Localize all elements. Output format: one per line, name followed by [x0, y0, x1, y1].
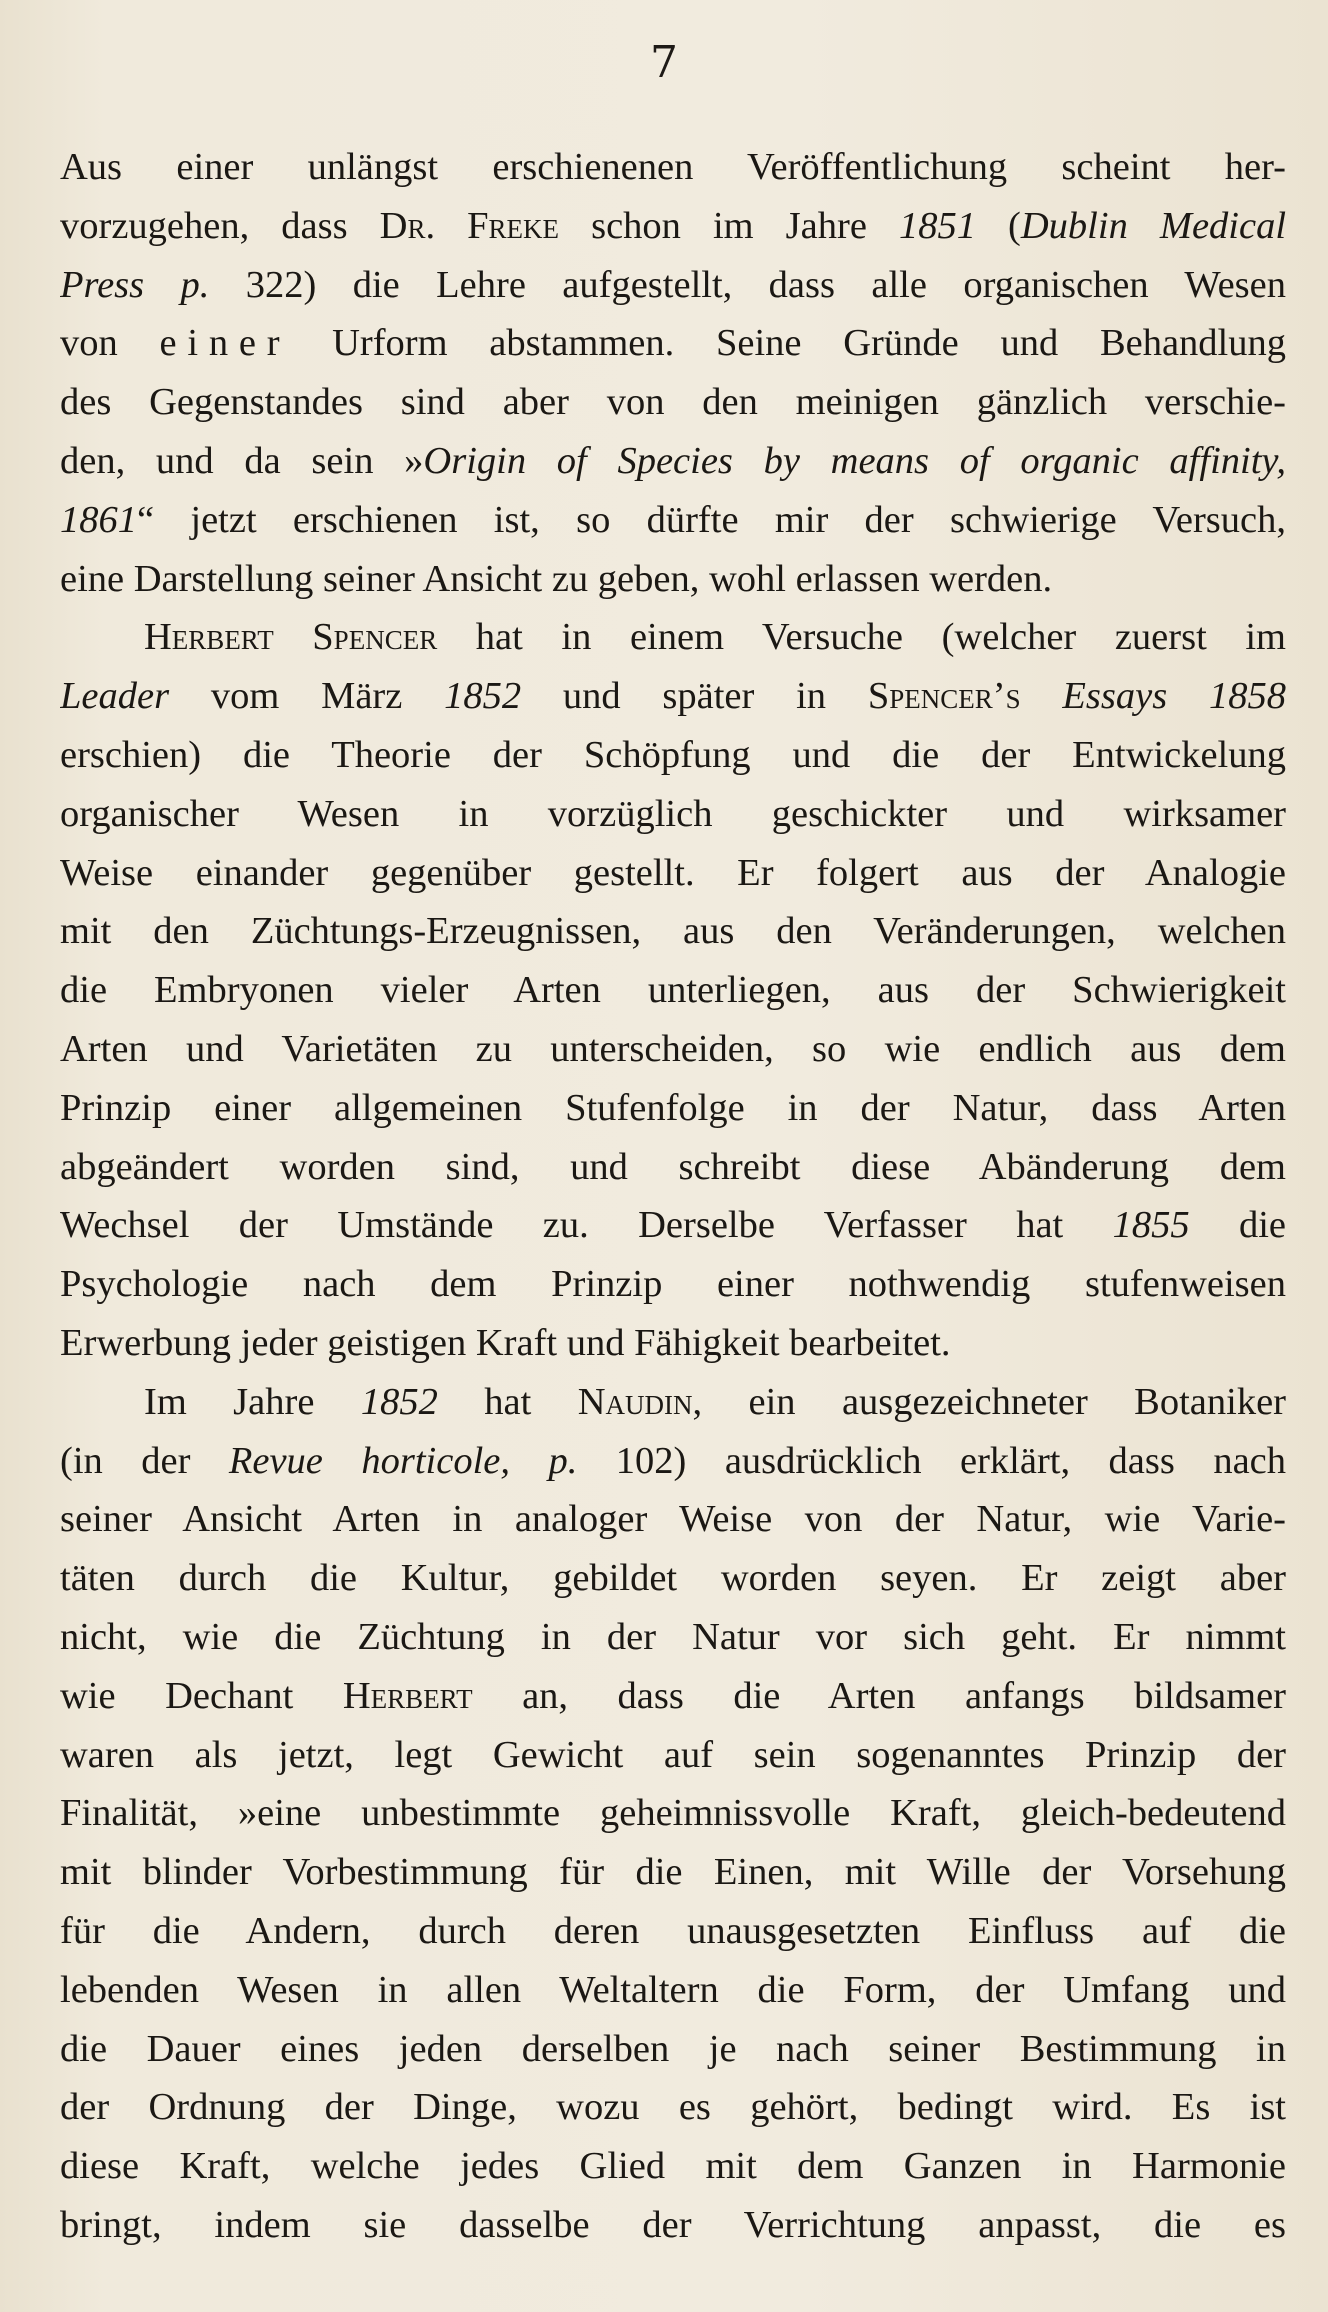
text-line	[60, 667, 1286, 726]
text-line	[60, 1255, 1286, 1314]
text-line	[60, 961, 1286, 1020]
text-segment: Dr. Freke	[379, 204, 560, 247]
text-line	[60, 314, 1286, 373]
text-line	[60, 1608, 1286, 1667]
text-segment: 102) ausdrücklich erklärt, dass nach	[577, 1439, 1286, 1482]
text-segment: Essays 1858	[1062, 675, 1286, 718]
text-segment: “ jetzt erschienen ist, so dürfte mir der schwierige Versuch,	[137, 498, 1286, 541]
text-line	[60, 2196, 1286, 2255]
text-segment: eine Darstellung seiner Ansicht zu geben, wohl erlassen werden.	[60, 557, 1053, 600]
text-segment: und später in	[521, 675, 868, 718]
text-line	[60, 550, 1286, 609]
text-segment: hat in einem Versuche (welcher zuerst im	[437, 616, 1286, 659]
text-segment: Press p.	[60, 263, 210, 306]
text-segment: lebenden Wesen in allen Weltaltern die Form, der Umfang und	[60, 1968, 1286, 2011]
text-segment: Erwerbung jeder geistigen Kraft und Fähigkeit bearbeitet.	[60, 1321, 951, 1364]
text-line	[60, 2020, 1286, 2079]
text-line	[60, 1373, 1286, 1432]
text-line	[60, 432, 1286, 491]
text-line	[60, 1490, 1286, 1549]
text-segment: bringt, indem sie dasselbe der Verrichtung anpasst, die es	[60, 2203, 1286, 2246]
text-line	[60, 1961, 1286, 2020]
text-line	[60, 1726, 1286, 1785]
text-line	[60, 608, 1286, 667]
text-segment: Naudin,	[577, 1380, 703, 1423]
text-segment: Origin of Species by means of organic affinity,	[423, 439, 1286, 482]
text-segment: 1861	[60, 498, 137, 541]
text-line	[60, 138, 1286, 197]
text-segment: diese Kraft, welche jedes Glied mit dem Ganzen in Harmonie	[60, 2145, 1286, 2188]
text-segment: Psychologie nach dem Prinzip einer nothwendig stufenweisen	[60, 1263, 1286, 1306]
text-segment: (	[975, 204, 1021, 247]
text-line	[60, 1549, 1286, 1608]
text-segment: Dublin Medical	[1020, 204, 1286, 247]
text-segment: vorzugehen, dass	[60, 204, 380, 247]
text-segment: Finalität, »eine unbestimmte geheimnissvolle Kraft, gleich-bedeutend	[60, 1792, 1286, 1835]
text-segment: Herbert Spencer	[144, 616, 438, 659]
text-segment: täten durch die Kultur, gebildet worden seyen. Er zeigt aber	[60, 1557, 1286, 1600]
text-segment: des Gegenstandes sind aber von den meinigen gänzlich verschie-	[60, 381, 1286, 424]
text-line	[60, 785, 1286, 844]
text-segment: vom März	[169, 675, 445, 718]
text-segment: seiner Ansicht Arten in analoger Weise von der Natur, wie Varie-	[60, 1498, 1286, 1541]
text-segment: Spencer’s	[867, 675, 1021, 718]
text-line	[60, 2137, 1286, 2196]
text-segment: hat	[437, 1380, 578, 1423]
text-segment: Prinzip einer allgemeinen Stufenfolge in der Natur, dass Arten	[60, 1086, 1286, 1129]
text-segment: die Embryonen vieler Arten unterliegen, aus der Schwierigkeit	[60, 969, 1286, 1012]
text-segment: Arten und Varietäten zu unterscheiden, so wie endlich aus dem	[60, 1027, 1286, 1070]
text-line	[60, 373, 1286, 432]
text-segment: 1852	[444, 675, 522, 718]
text-line	[60, 2078, 1286, 2137]
text-line	[60, 491, 1286, 550]
text-segment: mit blinder Vorbestimmung für die Einen, mit Wille der Vorsehung	[60, 1851, 1286, 1894]
text-line	[60, 1020, 1286, 1079]
text-segment: waren als jetzt, legt Gewicht auf sein sogenanntes Prinzip der	[60, 1733, 1286, 1776]
text-segment: Herbert	[342, 1674, 473, 1717]
text-segment: mit den Züchtungs-Erzeugnissen, aus den Veränderungen, welchen	[60, 910, 1286, 953]
text-line	[60, 1784, 1286, 1843]
text-segment: ein ausgezeichneter Botaniker	[702, 1380, 1286, 1423]
text-line	[60, 1196, 1286, 1255]
text-segment: Urform abstammen. Seine Gründe und Behandlung	[290, 322, 1286, 365]
text-segment: von	[60, 322, 160, 365]
body-text	[60, 138, 1286, 2255]
text-segment: für die Andern, durch deren unausgesetzten Einfluss auf die	[60, 1909, 1286, 1952]
text-segment: 1852	[360, 1380, 438, 1423]
text-segment: Aus einer unlängst erschienenen Veröffentlichung scheint her-	[60, 146, 1286, 188]
text-line	[60, 1138, 1286, 1197]
text-line	[60, 256, 1286, 315]
text-segment: einer	[159, 322, 291, 365]
text-line	[60, 1667, 1286, 1726]
text-line	[60, 844, 1286, 903]
text-line	[60, 726, 1286, 785]
text-line	[60, 1314, 1286, 1373]
page-number: 7	[650, 37, 678, 88]
text-segment: 322) die Lehre aufgestellt, dass alle organischen Wesen	[209, 263, 1286, 306]
text-segment: Wechsel der Umstände zu. Derselbe Verfasser hat	[60, 1204, 1113, 1247]
text-segment: 1851	[898, 204, 976, 247]
text-segment: Leader	[60, 675, 170, 718]
text-segment: Weise einander gegenüber gestellt. Er folgert aus der Analogie	[60, 851, 1286, 894]
text-segment: abgeändert worden sind, und schreibt diese Abänderung dem	[60, 1145, 1286, 1188]
text-line	[60, 1079, 1286, 1138]
text-segment: nicht, wie die Züchtung in der Natur vor sich geht. Er nimmt	[60, 1615, 1286, 1658]
text-segment: 1855	[1112, 1204, 1190, 1247]
text-segment: an, dass die Arten anfangs bildsamer	[472, 1674, 1286, 1717]
text-segment: den, und da sein »	[60, 439, 424, 482]
text-segment: die	[1189, 1204, 1286, 1247]
text-segment: der Ordnung der Dinge, wozu es gehört, bedingt wird. Es ist	[60, 2086, 1286, 2129]
text-line	[60, 1902, 1286, 1961]
text-segment: die Dauer eines jeden derselben je nach seiner Bestimmung in	[60, 2027, 1286, 2070]
text-line	[60, 197, 1286, 256]
text-segment	[1021, 675, 1063, 717]
text-segment: Revue horticole, p.	[228, 1439, 578, 1482]
text-line	[60, 902, 1286, 961]
text-segment: erschien) die Theorie der Schöpfung und die der Entwickelung	[60, 733, 1286, 776]
text-segment: organischer Wesen in vorzüglich geschickter und wirksamer	[60, 792, 1286, 835]
text-line	[60, 1432, 1286, 1491]
text-segment: Im Jahre	[144, 1380, 361, 1423]
text-line	[60, 1843, 1286, 1902]
text-segment: schon im Jahre	[559, 204, 899, 247]
text-segment: wie Dechant	[60, 1674, 343, 1717]
text-segment: (in der	[60, 1439, 229, 1482]
